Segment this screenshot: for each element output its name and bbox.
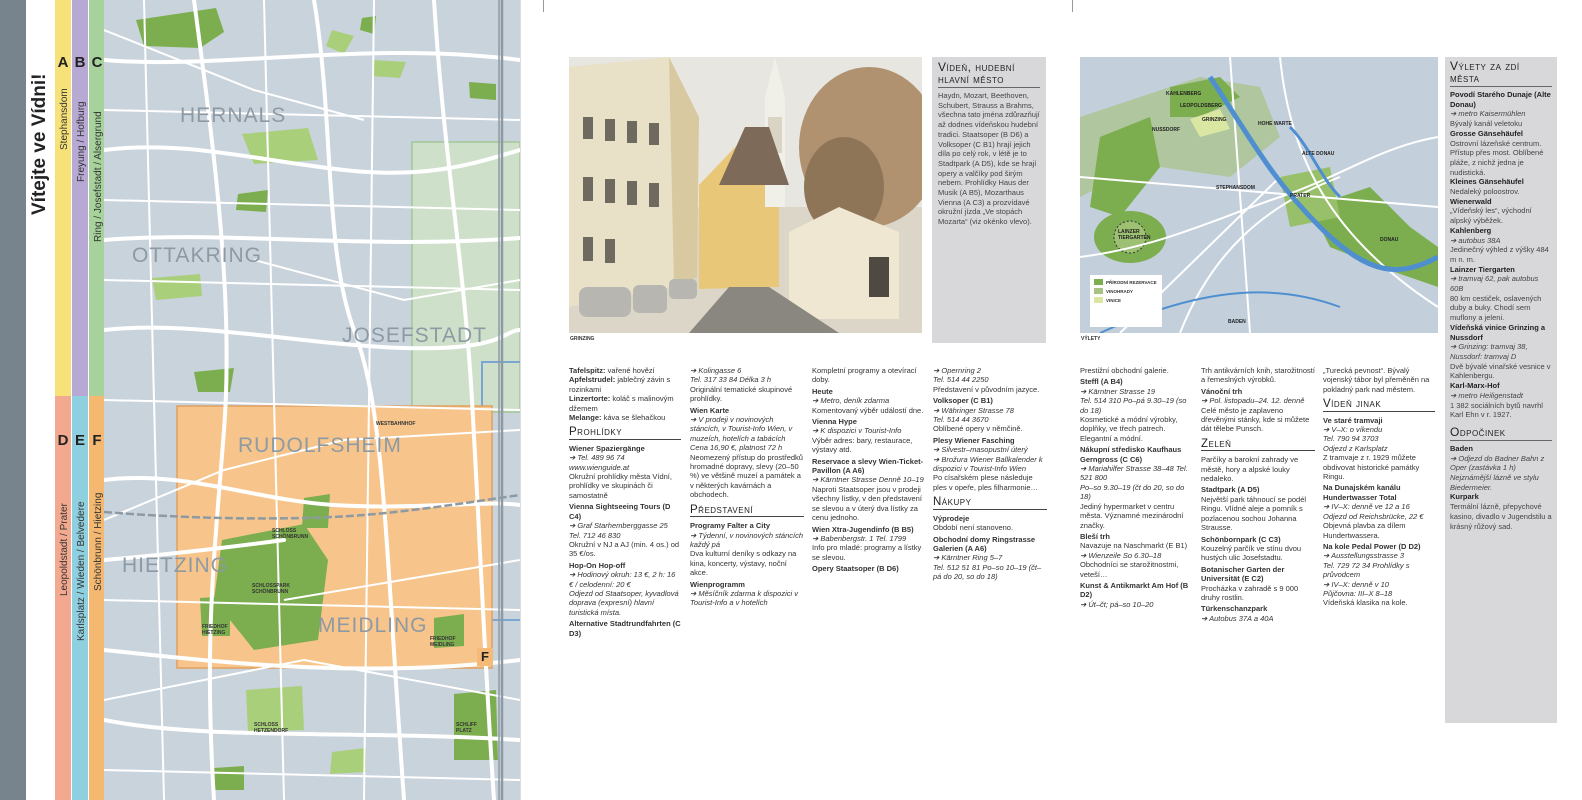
letter-e: E (74, 432, 85, 449)
entry-name: Steffl (A B4) (1080, 377, 1123, 387)
entry-name: Alternative Stadtrundfahrten (C D3) (569, 619, 681, 638)
rest-name: Kurpark (1450, 492, 1479, 502)
entry-name: Výprodeje (933, 513, 970, 523)
entry-line: Z tramvaje z r. 1929 můžete obdivovat historické památky Ringu. (1323, 453, 1420, 482)
entry-line: Jediný hypermarket v centru města. Významné mezinárodní značky. (1080, 501, 1184, 530)
map2-lainzer: LAINZER TIERGARTEN (1118, 229, 1151, 241)
entry-line: Okružní v NJ a AJ (min. 4 os.) od 35 €/os. (569, 539, 680, 559)
entry-line: Dva kulturní deníky s odkazy na kina, koncerty, výstavy, noční akce. (690, 549, 797, 578)
food-3-name: Linzertorte: (569, 394, 611, 404)
entry-line: Kosmetické a módní výrobky, doplňky, ve třech patrech. Elegantní a módní. (1080, 415, 1178, 443)
excursion-line: ➔ metro Kaisermühlen (1450, 109, 1526, 119)
stripe-d-label: Leopoldstadt / Prater (59, 503, 70, 596)
map-page (0, 0, 520, 800)
map-title: Vítejte ve Vídni! (29, 73, 50, 215)
rest-text (1450, 444, 1552, 531)
entry-line: ➔ Kärntner Strasse Denně 10–19 (812, 475, 924, 485)
food-1-name: Tafelspitz: (569, 366, 606, 375)
entry-name: Plesy Wiener Fasching (933, 435, 1015, 445)
excursion-name: Kahlenberg (1450, 225, 1492, 235)
rest-line: Termální lázně, přepychové kasino, divadlo v Jugendstilu a krásný růžový sad. (1450, 502, 1552, 531)
excursion-name: Grosse Gänsehäufel (1450, 128, 1523, 138)
map2-baden: BADEN (1228, 319, 1246, 325)
stripe-f[interactable] (89, 396, 105, 800)
entry-line: Celé město je zaplaveno dřevěnými stánky, kde si můžete dát tělebe Punsch. (1201, 405, 1310, 434)
entry-line: Naproti Staatsoper jsou v prodeji všechny lístky, v den představení se slevou a v úterý dva lístky za cenu jednoho. (812, 484, 922, 523)
park-4 (372, 60, 406, 78)
stripe-c-label: Ring / Josefstadt / Alsergrund (93, 111, 104, 242)
entry-line: Tel. 512 51 81 Po–so 10–19 (čt–pá do 20, so do 18) (933, 562, 1042, 582)
grinzing-photo (569, 57, 922, 333)
entry-line: ➔ V prodeji v novinových stáncích, v Tourist-Info Wien, v muzeích, hotelích a tabácích Cena 16,90 €, platnost 72 h (690, 415, 793, 453)
park-5 (469, 82, 496, 100)
food-2-text: jablečný závin s rozinkami (569, 375, 671, 394)
heading-viden-jinak: Vídeň jinak (1323, 400, 1435, 411)
map-graphics (104, 0, 520, 800)
legend-label: VINICE (1106, 297, 1122, 303)
entry-line: Tel. 514 44 2250 (933, 375, 989, 385)
letter-c: C (91, 54, 103, 71)
legend-label: VINOHRADY (1106, 288, 1134, 294)
column-5 (1080, 366, 1192, 611)
stripe-d[interactable] (55, 396, 71, 800)
excursion-name: Povodí Starého Dunaje (Alte Donau) (1450, 90, 1551, 109)
entry-name: Wien Xtra-Jugendinfo (B B5) (812, 524, 914, 534)
entry-line: ➔ Graf Starhemberggasse 25 Tel. 712 46 830 (569, 521, 668, 540)
column-7 (1323, 366, 1435, 610)
entry-line: ➔ Kärntner Ring 5–7 (933, 553, 1003, 563)
rest-title: Odpočinek (1450, 426, 1552, 441)
entry-line: ➔ Brožura Wiener Ballkalender k dispozici v Tourist-Info Wien (933, 454, 1043, 474)
entry-name: Vienna Hype (812, 417, 857, 427)
crop-mark-1 (543, 0, 544, 12)
entry-name: Wienprogramm (690, 579, 745, 589)
rest-name: Baden (1450, 443, 1473, 453)
heading-predstaveni: Představení (690, 506, 804, 517)
label-schloss: SCHLOSS SCHÖNBRUNN (272, 528, 309, 540)
zone-c (412, 142, 520, 412)
section-letter-f: F (477, 648, 493, 666)
entry-line: ➔ Kärntner Strasse 19 (1080, 386, 1156, 396)
letter-a: A (57, 54, 69, 71)
entry-name: Kunst & Antikmarkt Am Hof (B D2) (1080, 580, 1189, 600)
excursion-line: 1 382 sociálních bytů navrhl Karl Ehn v r. 1927. (1450, 400, 1543, 420)
entry-line: ➔ Hodinový okruh: 13 €, 2 h: 16 € / celodenní: 20 € (569, 570, 676, 589)
entry-line: ➔ Ausstellungsstrasse 3 (1323, 551, 1405, 561)
excursion-name: Kleines Gänsehäufel (1450, 177, 1524, 187)
legend-swatch-reserve (1094, 279, 1103, 285)
entry-line: ➔ Autobus 37A a 40A (1201, 613, 1274, 623)
excursions-text (1450, 90, 1552, 420)
entry-line: „Turecká pevnost“. Bývalý vojenský tábor byl přeměněn na pokladný park nad městem. (1323, 366, 1430, 394)
entry-name: Wien Karte (690, 405, 730, 415)
entry-line: Trh antikvárních knih, starožitností a řemeslných výrobků. (1201, 366, 1315, 385)
excursion-line: ➔ autobus 38A (1450, 235, 1501, 245)
stripe-f-label: Schönbrunn / Hietzing (93, 492, 104, 591)
music-sidebar-text: Haydn, Mozart, Beethoven, Schubert, Strauss a Brahms, všechna tato jména zdůrazňují až dodnes vídeňskou hudební tradici. Staatsoper (B D6) a Volksoper (C B1) hrají jejich díla po celý rok, v létě je to Stadtpark (A D5), kde se hrají opery a valčíky pod širým nebem. Prohlídky Haus der Musik (A B5), Mozarthaus Vienna (A C3) a prozvídavé okružní jízda „Ve stopách Mozarta“ (viz okénko vlevo). (938, 91, 1040, 227)
stripe-e[interactable] (72, 396, 88, 800)
excursion-line: 80 km cestiček, oslavených duby a buky. Chodí sem muflony a jeleni. (1450, 293, 1542, 323)
legend-row (1094, 297, 1158, 303)
excursion-name: Karl-Marx-Hof (1450, 381, 1500, 391)
column-1 (569, 366, 681, 640)
excursion-line: „Vídeňský les“, východní alpský výběžek. (1450, 206, 1532, 226)
entry-name: Obchodní domy Ringstrasse Galerien (A A6) (933, 534, 1036, 553)
legend-row (1094, 288, 1158, 294)
excursion-line: Ostrovní lázeňské centrum. Přístup přes most. Oblíbené pláže, z nichž jedna je nudistická. (1450, 138, 1544, 177)
entry-line: Půjčovna: III–X 8–18 (1323, 588, 1393, 598)
entry-line: Kompletní programy a otevírací doby. (812, 366, 917, 385)
food-3-text: koláč s malinovým džemem (569, 394, 674, 413)
column-6 (1201, 366, 1315, 625)
entry-line: ➔ K dispozici v Tourist-Info (812, 426, 902, 436)
entry-line: Objevná plavba za dílem Hundertwassera. (1323, 521, 1406, 540)
entry-line: Okružní prohlídky města Vídní, prohlídky ve skupinách či samostatně (569, 472, 672, 500)
entry-name: Opery Staatsoper (B D6) (812, 564, 899, 574)
map2-prater: PRATER (1290, 193, 1311, 199)
label-schlosspark: SCHLOSSPARK SCHÖNBRUNN (252, 583, 290, 595)
label-hetzendorf: SCHLOSS HETZENDORF (254, 722, 289, 734)
excursion-line: ➔ Grinzing: tramvaj 38, Nussdorf: tramvaj D (1450, 342, 1528, 361)
entry-line: ➔ Týdenní, v novinových stáncích každý pá (690, 530, 804, 549)
book-spine (0, 0, 26, 800)
entry-line: Info pro mladé: programy a lístky se slevou. (812, 543, 922, 562)
entry-name: Programy Falter a City (690, 521, 771, 531)
entry-line: ➔ Kolingasse 6 (690, 366, 742, 375)
stripe-c-top (89, 0, 105, 52)
district-ottakring: OTTAKRING (132, 244, 262, 267)
map-caption: VÝLETY (1081, 336, 1101, 342)
map2-alte-donau: ALTE DONAU (1302, 151, 1335, 157)
map2-grinzing: GRINZING (1202, 117, 1227, 123)
entry-line: Parčíky a barokní zahrady ve městě, hory a alpské louky nedaleko. (1201, 455, 1299, 484)
photo-illustration (569, 57, 922, 333)
entry-line: Tel. 317 33 84 Délka 3 h (690, 375, 772, 385)
entry-name: Bleší trh (1080, 531, 1111, 541)
entry-name: Volksoper (C B1) (933, 396, 993, 406)
legend-swatch-vineyards (1094, 288, 1103, 294)
stripe-c[interactable] (89, 52, 105, 396)
food-4-text: káva se šlehačkou (603, 413, 666, 423)
entry-line: Tel. 514 310 Po–pá 9.30–19 (so do 18) (1080, 396, 1187, 415)
excursion-name: Vídeňská vinice Grinzing a Nussdorf (1450, 322, 1546, 342)
excursion-line: Jedinečný výhled z výšky 484 m n. m. (1450, 245, 1549, 264)
district-rudolfsheim: RUDOLFSHEIM (238, 434, 402, 457)
entry-line: ➔ Út–čt; pá–so 10–20 (1080, 599, 1154, 609)
entry-line: ➔ Tel. 489 96 74 (569, 453, 625, 463)
entry-line: Období není stanoveno. (933, 523, 1014, 533)
park-8 (152, 274, 202, 300)
entry-name: Reservace a slevy Wien-Ticket-Pavillon (A A6) (812, 456, 924, 476)
legend-swatch-vinice (1094, 297, 1103, 303)
column-3 (812, 366, 924, 576)
stripe-b-top (72, 0, 88, 52)
excursion-line: ➔ tramvaj 62, pak autobus 60B (1450, 274, 1539, 294)
excursion-name: Wienerwald (1450, 196, 1492, 206)
excursions-sidebar (1445, 57, 1557, 723)
entry-line: ➔ V–X: o víkendu (1323, 425, 1383, 435)
entry-line: ➔ Pol. listopadu–24. 12. denně (1201, 396, 1305, 406)
entry-line: Prestižní obchodní galerie. (1080, 366, 1169, 375)
district-hietzing: HIETZING (122, 554, 228, 577)
entry-line: Kouzelný parčík ve stínu dvou hustých ulic Josefstadtu. (1201, 543, 1302, 563)
entry-line: Tel. 790 94 3703 (1323, 434, 1379, 444)
entry-line: Výběr adres: bary, restaurace, výstavy atd. (812, 435, 913, 455)
park-2 (326, 30, 354, 54)
entry-name: Schönbornpark (C C3) (1201, 534, 1281, 544)
entry-line: Největší park táhnoucí se podél Ringu. Vlídné aleje a pomník s pozlacenou sochou Johanna Strausse. (1201, 494, 1307, 533)
entry-name: Wiener Spaziergänge (569, 443, 645, 453)
entry-name: Vienna Sightseeing Tours (D C4) (569, 502, 671, 521)
column-2 (690, 366, 804, 610)
letter-b: B (74, 54, 86, 71)
park-1 (136, 8, 224, 48)
rest-line: ➔ Odjezd do Badner Bahn z Oper (zastávka 1 h) Nejznámější lázně ve stylu Biedermeier. (1450, 453, 1545, 492)
entry-name: Ve staré tramvaji (1323, 415, 1383, 425)
map2-donau: DONAU (1380, 237, 1399, 243)
stripe-a[interactable] (55, 52, 71, 396)
entry-line: ➔ Opernring 2 (933, 366, 981, 375)
park-10 (302, 494, 330, 528)
letter-f: F (92, 432, 102, 449)
district-hernals: HERNALS (180, 104, 287, 127)
entry-line: ➔ Babenbergstr. 1 Tel. 1799 (812, 533, 907, 543)
excursion-name: Lainzer Tiergarten (1450, 264, 1515, 274)
entry-line: Oblíbené opery v němčině. (933, 424, 1023, 434)
legend-row (1094, 279, 1158, 285)
food-2-name: Apfelstrudel: (569, 375, 616, 385)
excursion-line: Dvě bývalé vinařské vesnice v Kahlenbergu. (1450, 361, 1551, 381)
music-sidebar (932, 57, 1046, 343)
entry-line: ➔ Měsíčník zdarma k dispozici v Tourist-Info a v hotelích (690, 588, 798, 608)
excursions-map[interactable] (1080, 57, 1438, 333)
excursion-line: Bývalý kanál veletoku (1450, 119, 1523, 129)
map2-stephansdom: STEPHANSDOM (1216, 185, 1255, 191)
entry-name: Na kole Pedal Power (D D2) (1323, 541, 1421, 551)
excursions-title: Výlety za zdí města (1450, 60, 1552, 87)
map2-kahlenberg: KAHLENBERG (1166, 91, 1202, 97)
photo-caption: GRINZING (570, 336, 595, 342)
entry-name: Na Dunajském kanálu Hundertwasser Total (1323, 483, 1401, 502)
title-column (26, 0, 52, 800)
map2-nussdorf: NUSSDORF (1152, 127, 1181, 133)
city-map[interactable] (104, 0, 520, 800)
excursion-line: ➔ metro Heiligenstadt (1450, 390, 1523, 400)
entry-line: Představení v původním jazyce. (933, 384, 1040, 394)
entry-name: Nákupní středisko Kaufhaus Gerngross (C C6) (1080, 445, 1182, 464)
entry-line: Tel. 514 44 3670 (933, 415, 989, 425)
entry-line: ➔ Metro, deník zdarma (812, 396, 890, 406)
label-platz: SCHLIFF PLATZ (456, 722, 478, 734)
district-meidling: MEIDLING (318, 614, 428, 637)
heading-zelen: Zeleň (1201, 440, 1315, 451)
entry-line: ➔ Mariahilfer Strasse 38–48 Tel. 521 800 (1080, 464, 1188, 483)
entry-line: ➔ IV–X: denně ve 12 a 16 Odjezd od Reichsbrücke, 22 € (1323, 502, 1424, 521)
entry-line: Odjezd od Staatsoper, kyvadlová doprava (expresní) hlavní turistická místa. (569, 588, 679, 617)
entry-line: Po–so 9.30–19 (čt do 20, so do 18) (1080, 482, 1185, 502)
stripe-b[interactable] (72, 52, 88, 396)
entry-line: ➔ Silvestr–masopustní úterý (933, 445, 1028, 455)
entry-line: ➔ Wienzeile So 6.30–18 (1080, 550, 1162, 560)
park-12 (214, 766, 244, 790)
entry-name: Vánoční trh (1201, 386, 1243, 396)
entry-name: Stadtpark (A D5) (1201, 485, 1260, 495)
entry-line: Procházka v zahradě s 9 000 druhy rostlin. (1201, 583, 1299, 602)
entry-name: Heute (812, 386, 833, 396)
heading-nakupy: Nákupy (933, 498, 1047, 509)
music-sidebar-title: Vídeň, hudební hlavní město (938, 61, 1040, 88)
heading-prohlidky: Prohlídky (569, 428, 681, 439)
entry-line: Obchodníci se starožitnostmi, veteší… (1080, 560, 1179, 579)
entry-line: Originální tematické skupinové prohlídky. (690, 384, 793, 404)
entry-name: Türkenschanzpark (1201, 604, 1268, 614)
map2-leopoldsberg: LEOPOLDSBERG (1180, 103, 1222, 109)
label-friedhof-meidling: FRIEDHOF MEIDLING (430, 636, 456, 648)
entry-line: www.wienguide.at (569, 462, 630, 472)
food-1-text: vařené hovězí (607, 366, 655, 375)
entry-line: Neomezený přístup do prostředků hromadné dopravy, slevy (20–50 %) ve většině muzeí a památek a v některých kavárnách a obchodech. (690, 452, 803, 500)
food-intro (569, 366, 681, 422)
label-westbahnhof: WESTBAHNHOF (376, 421, 416, 427)
label-friedhof-hietzing: FRIEDHOF HIETZING (202, 624, 228, 636)
stripe-e-label: Karlsplatz / Wieden / Belvedere (76, 501, 87, 641)
entry-line: Komentovaný výběr událostí dne. (812, 405, 924, 415)
map-legend (1090, 275, 1162, 327)
stripe-b-label: Freyung / Hofburg (76, 101, 87, 182)
entry-line: ➔ Währinger Strasse 78 (933, 405, 1014, 415)
excursion-line: Nedaleký poloostrov. (1450, 187, 1520, 197)
letter-d: D (57, 432, 69, 449)
crop-mark-2 (1072, 0, 1073, 12)
stripe-a-label: Stephansdom (59, 88, 70, 150)
column-4 (933, 366, 1047, 584)
food-4-name: Melange: (569, 413, 602, 423)
entry-line: Po císařském plese následuje ples v opeře, ples filharmonie… (933, 473, 1039, 492)
stripe-a-top (55, 0, 71, 52)
entry-line: ➔ IV–X: denně v 10 (1323, 579, 1389, 589)
map2-hohe-warte: HOHE WARTE (1258, 121, 1292, 127)
entry-line: Vídeňská klasika na kole. (1323, 598, 1408, 608)
park-11 (330, 748, 366, 774)
park-7 (236, 190, 268, 212)
entry-line: Odjezd z Karlsplatz (1323, 443, 1388, 453)
entry-line: Tel. 729 72 34 Prohlídky s průvodcem (1323, 560, 1410, 580)
legend-label: PŘÍRODNÍ REZERVACE (1106, 279, 1157, 285)
entry-name: Botanischer Garten der Universität (E C2) (1201, 564, 1285, 584)
district-josefstadt: JOSEFSTADT (342, 324, 487, 347)
entry-line: Navazuje na Naschmarkt (E B1) (1080, 541, 1188, 551)
page-gutter (520, 0, 521, 800)
entry-name: Hop-On Hop-off (569, 560, 626, 570)
